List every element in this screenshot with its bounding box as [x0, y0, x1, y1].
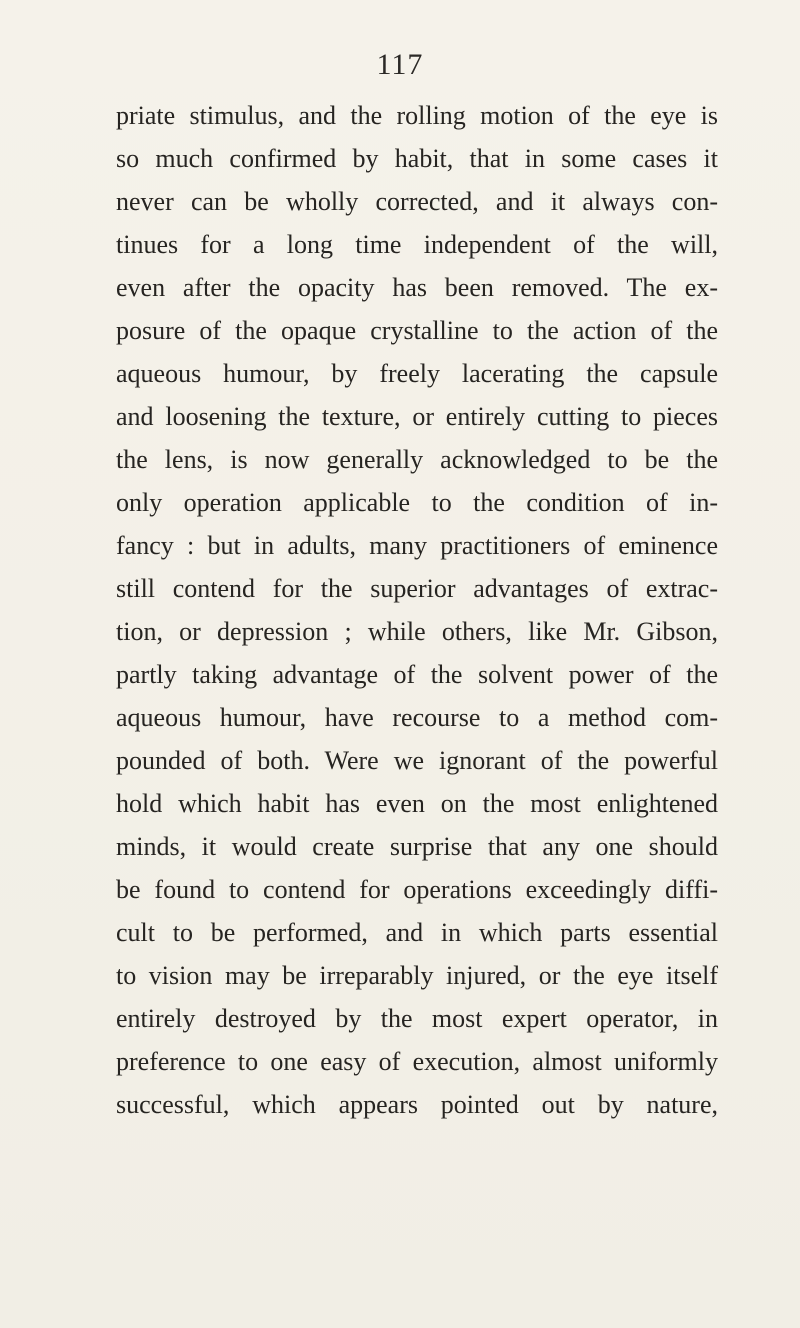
text-line: minds, it would create surprise that any one should	[116, 832, 718, 861]
text-line: partly taking advantage of the solvent power of the	[116, 660, 718, 689]
text-line: hold which habit has even on the most enlightened	[116, 789, 718, 818]
text-line: posure of the opaque crystalline to the action of the	[116, 316, 718, 345]
text-line: aqueous humour, by freely lacerating the capsule	[116, 359, 718, 388]
text-line: preference to one easy of execution, almost uniformly	[116, 1047, 718, 1076]
text-line: the lens, is now generally acknowledged to be the	[116, 445, 718, 474]
page-number: 117	[376, 48, 424, 81]
text-line: tion, or depression ; while others, like Mr. Gibson,	[116, 617, 718, 646]
text-line: never can be wholly corrected, and it always con-	[116, 187, 718, 216]
text-line: even after the opacity has been removed. The ex-	[116, 273, 718, 302]
text-line: cult to be performed, and in which parts essential	[116, 918, 718, 947]
text-line: tinues for a long time independent of the will,	[116, 230, 718, 259]
body-text	[116, 94, 718, 1126]
text-line: so much confirmed by habit, that in some cases it	[116, 144, 718, 173]
text-line: successful, which appears pointed out by nature,	[116, 1090, 718, 1119]
text-line: be found to contend for operations exceedingly diffi-	[116, 875, 718, 904]
text-line: still contend for the superior advantages of extrac-	[116, 574, 718, 603]
text-line: only operation applicable to the condition of in-	[116, 488, 718, 517]
text-line: fancy : but in adults, many practitioners of eminence	[116, 531, 718, 560]
text-line: pounded of both. Were we ignorant of the powerful	[116, 746, 718, 775]
text-line: and loosening the texture, or entirely cutting to pieces	[116, 402, 718, 431]
text-line: to vision may be irreparably injured, or the eye itself	[116, 961, 718, 990]
text-line: aqueous humour, have recourse to a method com-	[116, 703, 718, 732]
text-line: priate stimulus, and the rolling motion of the eye is	[116, 101, 718, 130]
text-line: entirely destroyed by the most expert operator, in	[116, 1004, 718, 1033]
